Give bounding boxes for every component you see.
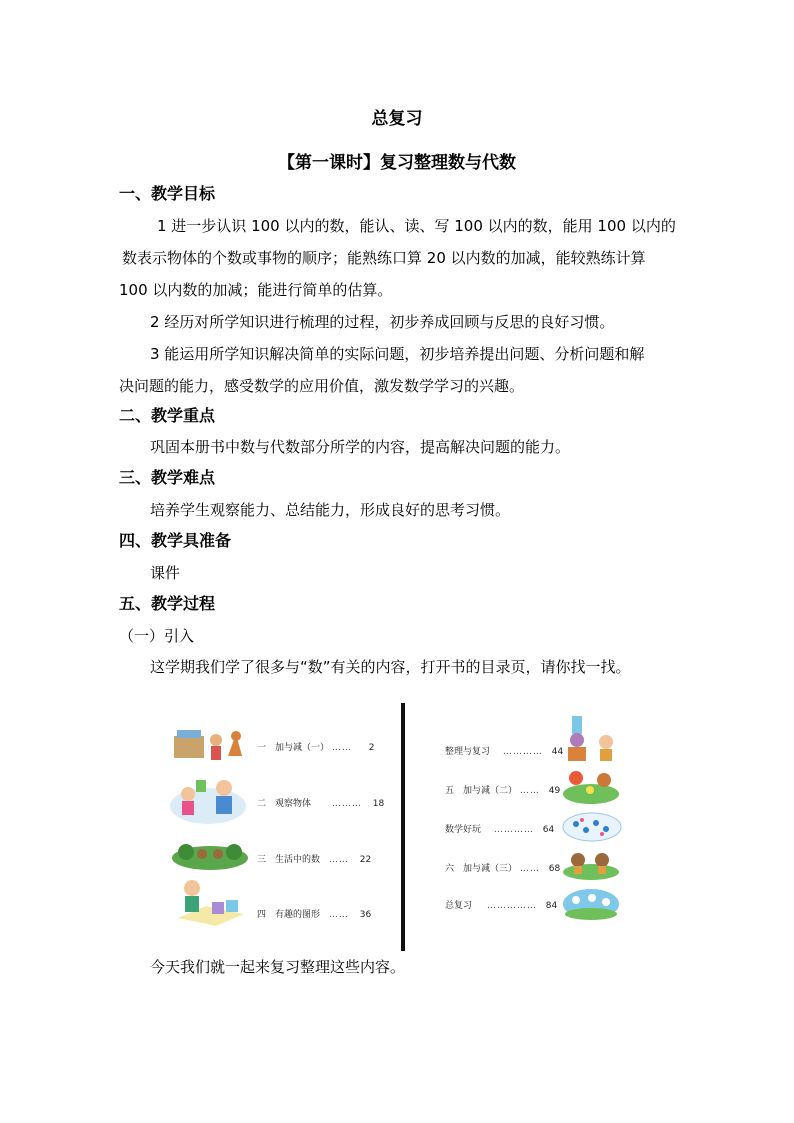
goal-1-line-2: 数表示物体的个数或事物的顺序；能熟练口算 20 以内数的加减，能较熟练计算	[122, 249, 646, 267]
toc-illustration-unit-4	[176, 878, 246, 926]
toc-illustration-final-review	[562, 886, 620, 920]
key-point-text: 巩固本册书中数与代数部分所学的内容，提高解决问题的能力。	[150, 438, 571, 456]
difficulty-text: 培养学生观察能力、总结能力，形成良好的思考习惯。	[150, 501, 511, 519]
section-heading-goals: 一、教学目标	[119, 184, 216, 203]
step-heading-intro: （一）引入	[119, 627, 195, 645]
toc-entry-dots: ……	[519, 786, 540, 796]
toc-left-entry[interactable]	[257, 740, 375, 753]
toc-illustration-unit-6	[562, 848, 620, 880]
toc-entry-label: 四 有趣的图形	[257, 910, 321, 920]
goal-3-line-1: 3 能运用所学知识解决简单的实际问题，初步培养提出问题、分析问题和解	[150, 345, 645, 363]
toc-illustration-unit-3	[172, 840, 248, 870]
toc-right-entry[interactable]	[445, 861, 560, 874]
toc-entry-page: 22	[359, 855, 372, 865]
toc-illustration-review	[562, 714, 620, 766]
toc-right-entry[interactable]	[445, 898, 557, 911]
toc-entry-label: 二 观察物体	[257, 799, 312, 809]
toc-divider	[401, 703, 405, 951]
section-heading-process: 五、教学过程	[119, 594, 216, 613]
toc-entry-page: 64	[542, 825, 555, 835]
toc-entry-dots: ………	[331, 799, 362, 809]
toc-entry-dots: ……	[519, 864, 540, 874]
intro-paragraph: 这学期我们学了很多与“数”有关的内容，打开书的目录页，请你找一找。	[150, 658, 631, 676]
section-heading-materials: 四、教学具准备	[119, 531, 232, 550]
section-heading-difficulty: 三、教学难点	[119, 468, 216, 487]
toc-entry-label: 总复习	[445, 901, 473, 911]
toc-left-entry[interactable]	[257, 796, 384, 809]
section-heading-key-point: 二、教学重点	[119, 406, 216, 425]
goal-2: 2 经历对所学知识进行梳理的过程，初步养成回顾与反思的良好习惯。	[150, 313, 615, 331]
toc-entry-page: 84	[545, 901, 558, 911]
toc-entry-dots: …………	[502, 747, 543, 757]
toc-right-entry[interactable]	[445, 822, 554, 835]
toc-entry-dots: ……	[331, 743, 352, 753]
lesson-subtitle: 【第一课时】复习整理数与代数	[278, 153, 516, 173]
toc-left-entry[interactable]	[257, 852, 371, 865]
toc-illustration-unit-2	[168, 774, 246, 826]
toc-entry-page: 68	[548, 864, 561, 874]
toc-right-entry[interactable]	[445, 783, 560, 796]
toc-right-entry[interactable]	[445, 744, 563, 757]
toc-illustration-unit-1	[172, 726, 248, 764]
page-title: 总复习	[371, 109, 423, 129]
toc-entry-page: 18	[372, 799, 385, 809]
toc-entry-label: 三 生活中的数	[257, 855, 321, 865]
closing-paragraph: 今天我们就一起来复习整理这些内容。	[150, 958, 406, 976]
toc-entry-label: 整理与复习	[445, 747, 491, 757]
toc-entry-page: 49	[548, 786, 561, 796]
materials-text: 课件	[150, 564, 181, 582]
goal-3-line-2: 决问题的能力，感受数学的应用价值，激发数学学习的兴趣。	[119, 377, 525, 395]
toc-entry-label: 一 加与减（一）	[257, 743, 330, 753]
toc-entry-dots: ……	[328, 910, 349, 920]
toc-entry-dots: …………	[493, 825, 534, 835]
toc-entry-page: 44	[551, 747, 564, 757]
toc-entry-label: 数学好玩	[445, 825, 482, 835]
goal-1-line-1: 1 进一步认识 100 以内的数，能认、读、写 100 以内的数，能用 100 以内的	[157, 217, 676, 235]
toc-entry-dots: ……	[328, 855, 349, 865]
toc-illustration-fun-math	[562, 812, 622, 842]
toc-entry-page: 36	[359, 910, 372, 920]
toc-illustration-unit-5	[562, 768, 620, 804]
toc-left-entry[interactable]	[257, 907, 371, 920]
toc-entry-page: 2	[368, 743, 375, 753]
goal-1-line-3: 100 以内数的加减；能进行简单的估算。	[119, 281, 393, 299]
toc-entry-label: 五 加与减（二）	[445, 786, 518, 796]
toc-entry-label: 六 加与减（三）	[445, 864, 518, 874]
toc-entry-dots: ……………	[486, 901, 537, 911]
